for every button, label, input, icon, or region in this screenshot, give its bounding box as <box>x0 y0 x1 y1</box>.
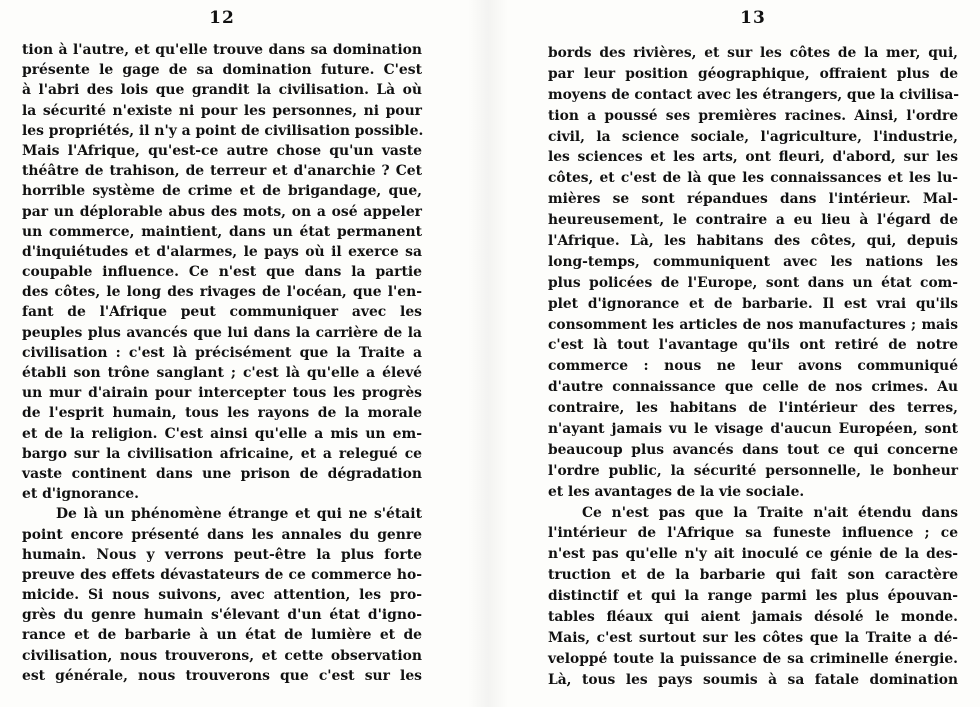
text-line: civil, la science sociale, l'agriculture, l'industrie, <box>548 128 958 145</box>
text-line: civilisation, nous trouverons, et cette observation <box>22 647 422 664</box>
paragraph-end-line: et d'ignorance. <box>22 486 139 503</box>
text-line: tion a poussé ses premières racines. Ainsi, l'ordre <box>548 107 958 124</box>
text-line: long-temps, communiquent avec les nations les <box>548 253 958 270</box>
text-line: grès du genre humain s'élevant d'un état d'igno- <box>22 607 422 624</box>
text-line: l'Afrique. Là, les habitans des côtes, qui, depuis <box>548 233 958 250</box>
text-line: tion à l'autre, et qu'elle trouve dans sa domination <box>22 42 422 58</box>
text-line: rance et de barbarie à un état de lumière et de <box>22 627 422 644</box>
text-line: l'ordre public, la sécurité personnelle, le bonheur <box>548 462 958 479</box>
text-line: à l'abri des lois que grandit la civilisation. Là où <box>22 82 422 99</box>
text-line: de l'esprit humain, tous les rayons de la morale <box>22 405 422 422</box>
text-line: bords des rivières, et sur les côtes de la mer, qui, <box>548 45 958 61</box>
text-line: Mais l'Afrique, qu'est-ce autre chose qu'un vaste <box>22 142 422 159</box>
text-line: vaste continent dans une prison de dégradation <box>22 465 422 482</box>
text-line: plus policées de l'Europe, sont dans un état com- <box>548 274 958 291</box>
text-line: Mais, c'est surtout sur les côtes que la Traite a dé- <box>548 629 958 646</box>
text-line: côtes, et c'est de là que les connaissances et les lu- <box>548 170 958 187</box>
text-line: peuples plus avancés que lui dans la carrière de la <box>22 324 422 341</box>
text-line: plet d'ignorance et de barbarie. Il est vrai qu'ils <box>548 295 958 312</box>
text-line: truction et de la barbarie qui fait son caractère <box>548 567 958 584</box>
text-line: un mur d'airain pour intercepter tous les progrès <box>22 385 422 402</box>
text-line: distinctif et qui la range parmi les plus épouvan- <box>548 588 958 605</box>
paragraph-start-line: De là un phénomène étrange et qui ne s'était <box>56 506 422 523</box>
text-line: et de la religion. C'est ainsi qu'elle a mis un em- <box>22 425 422 442</box>
text-line: moyens de contact avec les étrangers, que la civilisa- <box>548 86 959 103</box>
text-line: est générale, nous trouverons que c'est sur les <box>22 667 422 684</box>
text-line: commerce : nous ne leur avons communiqué <box>548 358 958 375</box>
text-line: preuve des effets dévastateurs de ce commerce ho- <box>22 566 422 583</box>
text-line: d'autre connaissance que celle de nos crimes. Au <box>548 379 958 396</box>
text-line: micide. Si nous suivons, avec attention, les pro- <box>22 587 422 604</box>
text-line: la sécurité n'existe ni pour les personnes, ni pour <box>22 102 422 119</box>
left-page-text <box>22 40 422 686</box>
text-line: théâtre de trahison, de terreur et d'anarchie ? Cet <box>22 163 422 180</box>
text-line: point encore présenté dans les annales du genre <box>22 526 422 543</box>
paragraph-end-line: et les avantages de la vie sociale. <box>548 483 805 500</box>
text-line: beaucoup plus avancés dans tout ce qui concerne <box>548 441 958 458</box>
text-line: c'est là tout l'avantage qu'ils ont retiré de notre <box>548 337 958 354</box>
text-line: présente le gage de sa domination future. C'est <box>22 62 422 79</box>
text-line: contraire, les habitans de l'intérieur des terres, <box>548 400 958 417</box>
text-line: les sciences et les arts, ont fleuri, d'abord, sur les <box>548 149 958 166</box>
page-number-right: 13 <box>740 8 766 28</box>
text-line: l'intérieur de l'Afrique sa funeste influence ; ce <box>548 525 958 542</box>
text-line: bargo sur la civilisation africaine, et a relegué ce <box>22 445 422 462</box>
page-number-left: 12 <box>209 8 235 28</box>
right-page-text <box>548 43 958 691</box>
text-line: n'est pas qu'elle n'y ait inoculé ce génie de la des- <box>548 546 958 563</box>
text-line: par leur position géographique, offraient plus de <box>548 65 958 82</box>
text-line: mières se sont répandues dans l'intérieur. Mal- <box>548 191 958 208</box>
text-line: humain. Nous y verrons peut-être la plus forte <box>22 546 422 563</box>
text-line: fant de l'Afrique peut communiquer avec les <box>22 304 422 321</box>
text-line: des côtes, le long des rivages de l'océan, que l'en- <box>22 284 422 301</box>
text-line: consomment les articles de nos manufactures ; mais <box>548 316 958 333</box>
text-line: veloppé toute la puissance de sa criminelle énergie. <box>548 650 958 667</box>
text-line: horrible système de crime et de brigandage, que, <box>22 183 422 200</box>
text-line: heureusement, le contraire a eu lieu à l'égard de <box>548 212 958 229</box>
text-line: coupable influence. Ce n'est que dans la partie <box>22 264 422 281</box>
text-line: par un déplorable abus des mots, on a osé appeler <box>22 203 422 220</box>
text-line: établi son trône sanglant ; c'est là qu'elle a élevé <box>22 365 422 381</box>
text-line: d'inquiétudes et d'alarmes, le pays où il exerce sa <box>22 243 422 260</box>
text-line: n'ayant jamais vu le visage d'aucun Européen, sont <box>548 421 958 438</box>
book-gutter <box>468 0 508 707</box>
text-line: un commerce, maintient, dans un état permanent <box>22 223 422 240</box>
text-line: Là, tous les pays soumis à sa fatale domination <box>548 671 958 688</box>
paragraph-start-line: Ce n'est pas que la Traite n'ait étendu dans <box>582 504 958 521</box>
text-line: tables fléaux qui aient jamais désolé le monde. <box>548 609 958 626</box>
text-line: les propriétés, il n'y a point de civilisation possible. <box>22 122 424 139</box>
text-line: civilisation : c'est là précisément que la Traite a <box>22 344 422 361</box>
